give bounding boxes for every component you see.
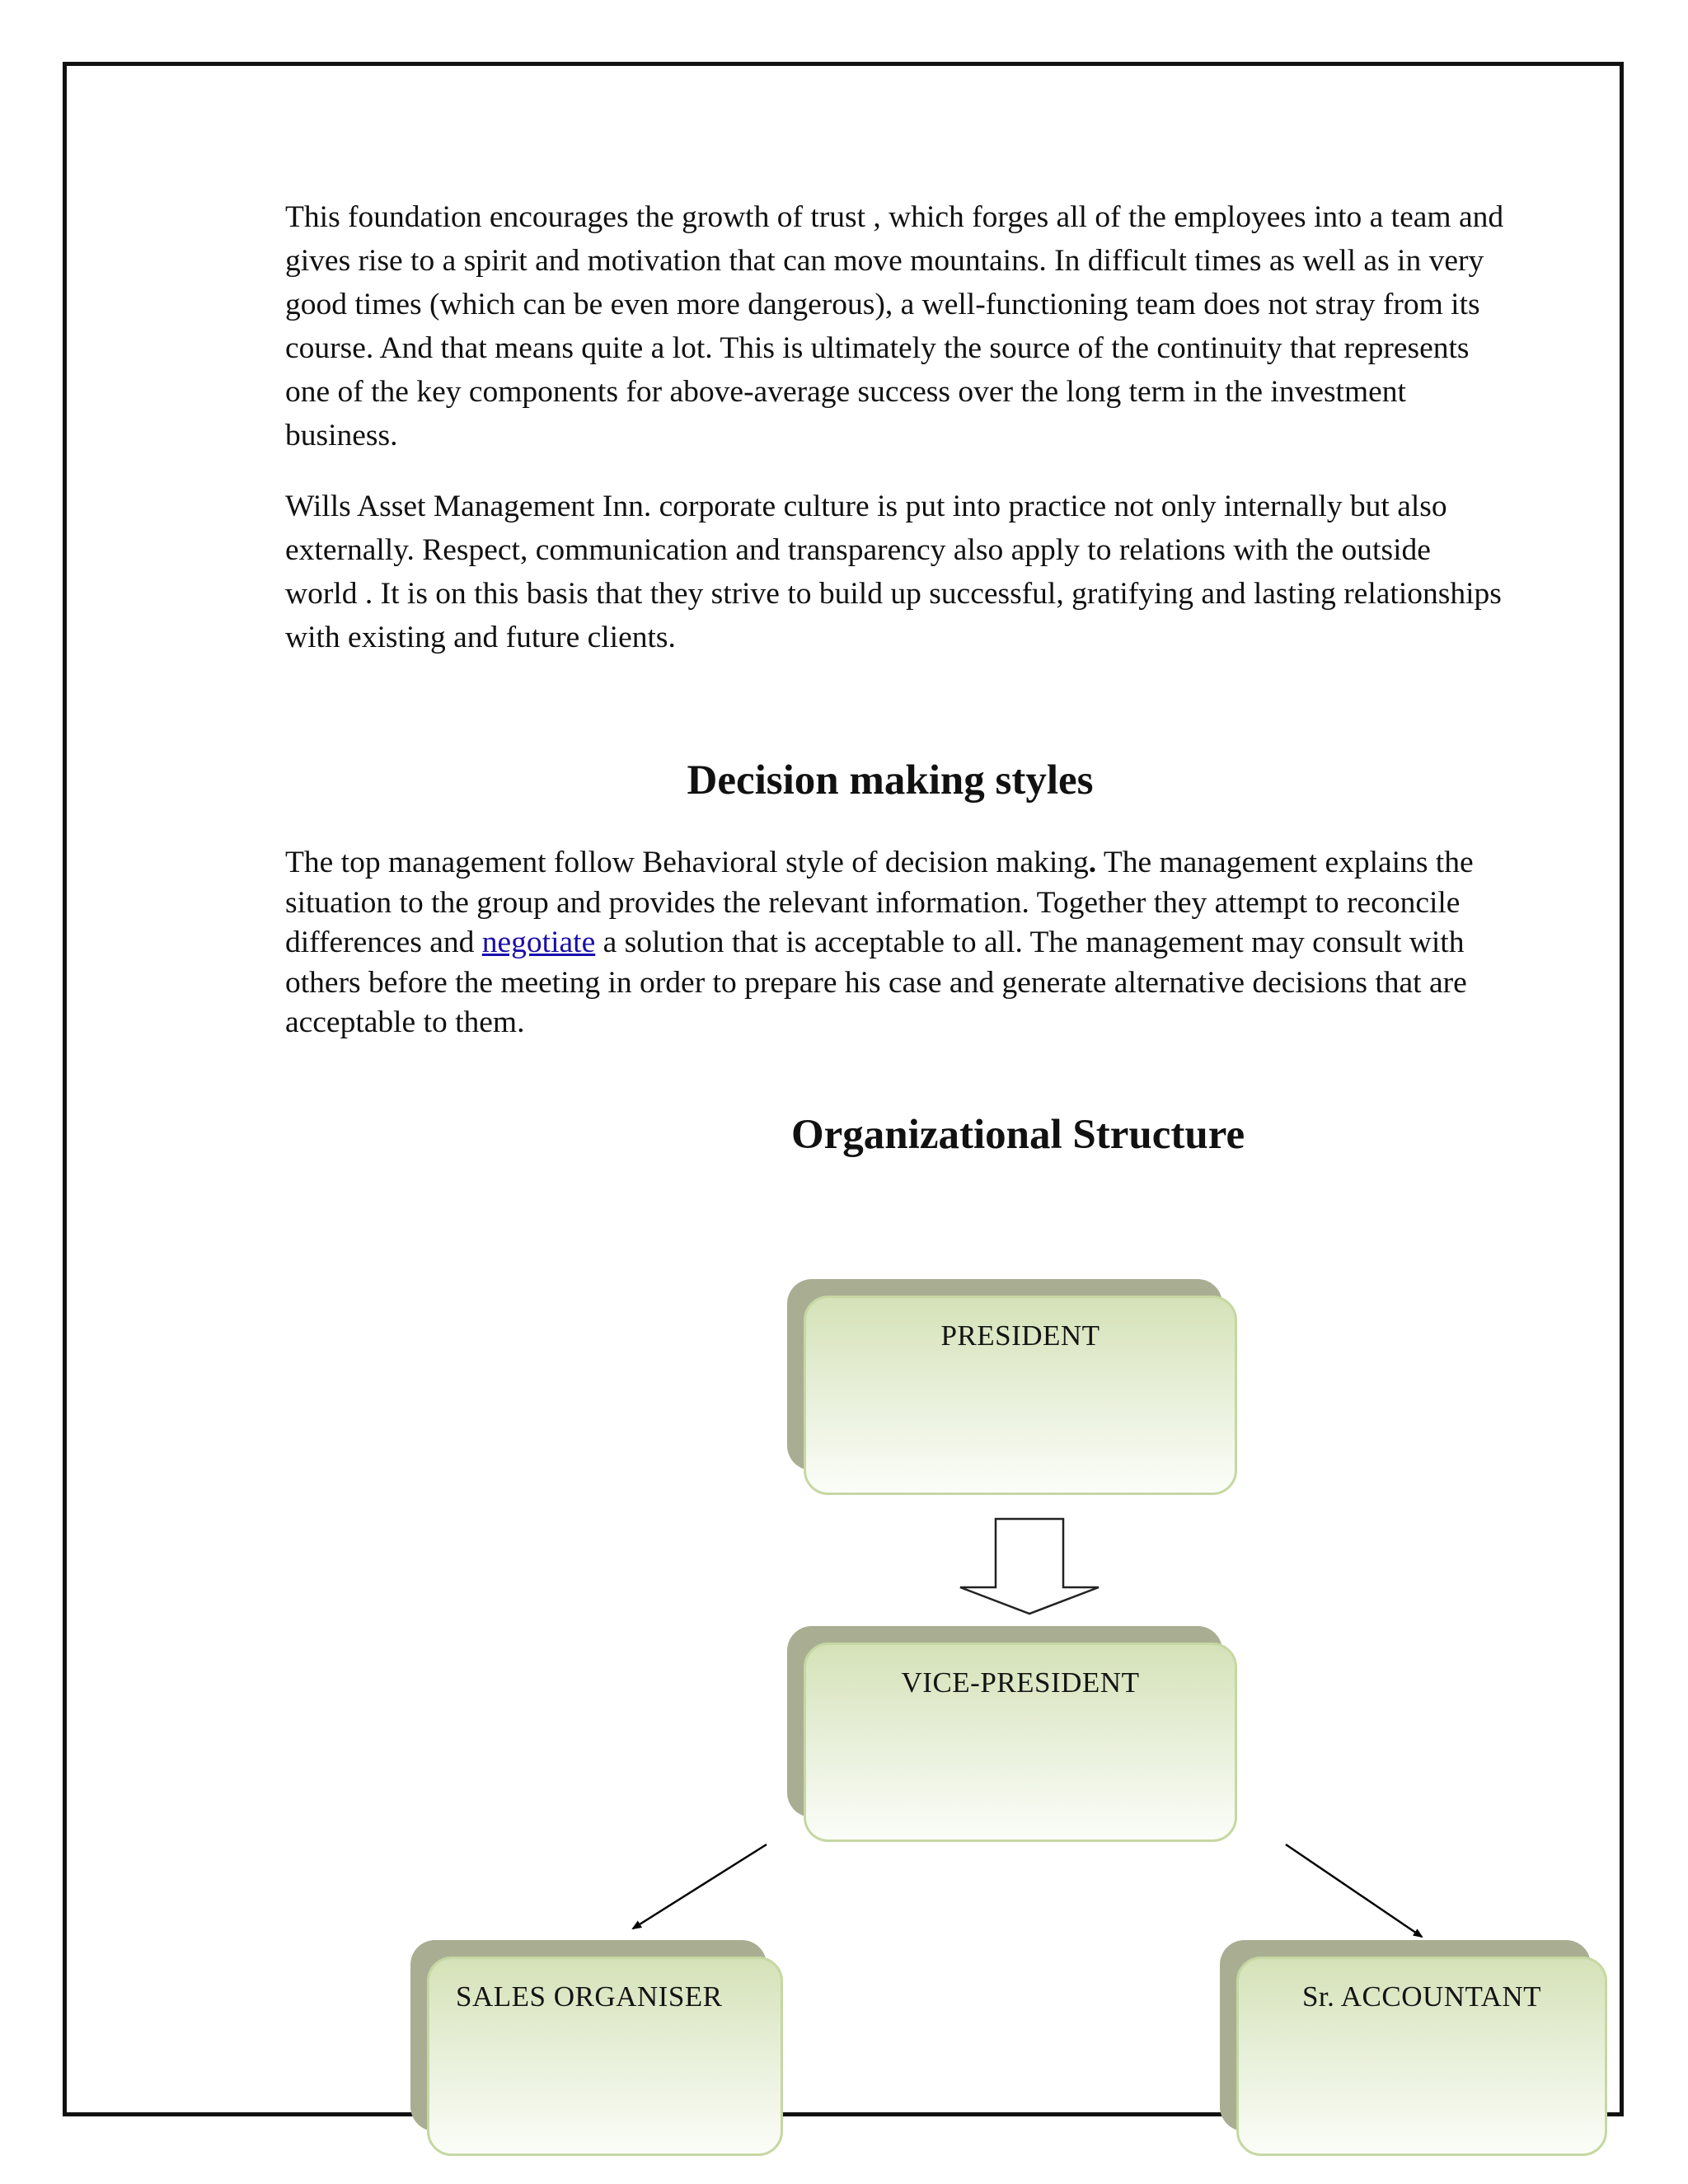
org-label-vice-president: VICE-PRESIDENT — [901, 1666, 1140, 1699]
org-label-president: PRESIDENT — [940, 1319, 1100, 1352]
org-box-vice-president — [787, 1626, 1222, 1825]
org-label-sr-accountant: Sr. ACCOUNTANT — [1301, 1980, 1542, 2013]
org-box-president — [787, 1279, 1222, 1479]
negotiate-link[interactable]: negotiate — [481, 926, 596, 959]
org-box-sr-accountant — [1220, 1940, 1655, 2139]
paragraph-corporate-culture: Wills Asset Management Inn. corporate culture is put into practice not only internally but also externally. Respect, communication and transparency also apply to relations with the outside world . It is on this basis that they strive to build up successful, gratifying and lasting relationships with existing and future clients. — [285, 490, 1502, 654]
down-block-arrow — [960, 1519, 1099, 1614]
org-box-sales-organiser — [410, 1940, 846, 2139]
paragraph-decision-text-3: a solution that is acceptable to all. The management may consult with others before the meeting in order to prepare his case and generate alternative decisions that are acceptable to them. — [285, 926, 1467, 1039]
box-face — [804, 1296, 1237, 1495]
arrow-to-sales-organiser — [633, 1844, 767, 1929]
box-face — [1236, 1957, 1607, 2156]
paragraph-trust: This foundation encourages the growth of trust , which forges all of the employees into a team and gives rise to a spirit and motivation that can move mountains. In difficult times as well as in very good times (which can be even more dangerous), a well-functioning team does not stray from its course. And that means quite a lot. This is ultimately the source of the continuity that represents one of the key components for above-average success over the long term in the investment business. — [285, 200, 1504, 452]
heading-organizational-structure: Organizational Structure — [791, 1112, 1245, 1158]
heading-decision-making-styles: Decision making styles — [687, 757, 1094, 804]
paragraph-decision-text-1: The top management follow Behavioral style of decision making — [285, 846, 1089, 879]
bold-period: . — [1088, 846, 1097, 879]
arrow-to-sr-accountant — [1286, 1844, 1422, 1937]
paragraph-decision-text-2: The management explains the situation to the group and provides the relevant information. Together they attempt to reconcile differences and — [285, 846, 1474, 959]
org-label-sales-organiser: SALES ORGANISER — [456, 1980, 723, 2013]
box-face — [804, 1643, 1237, 1842]
box-face — [427, 1957, 783, 2156]
